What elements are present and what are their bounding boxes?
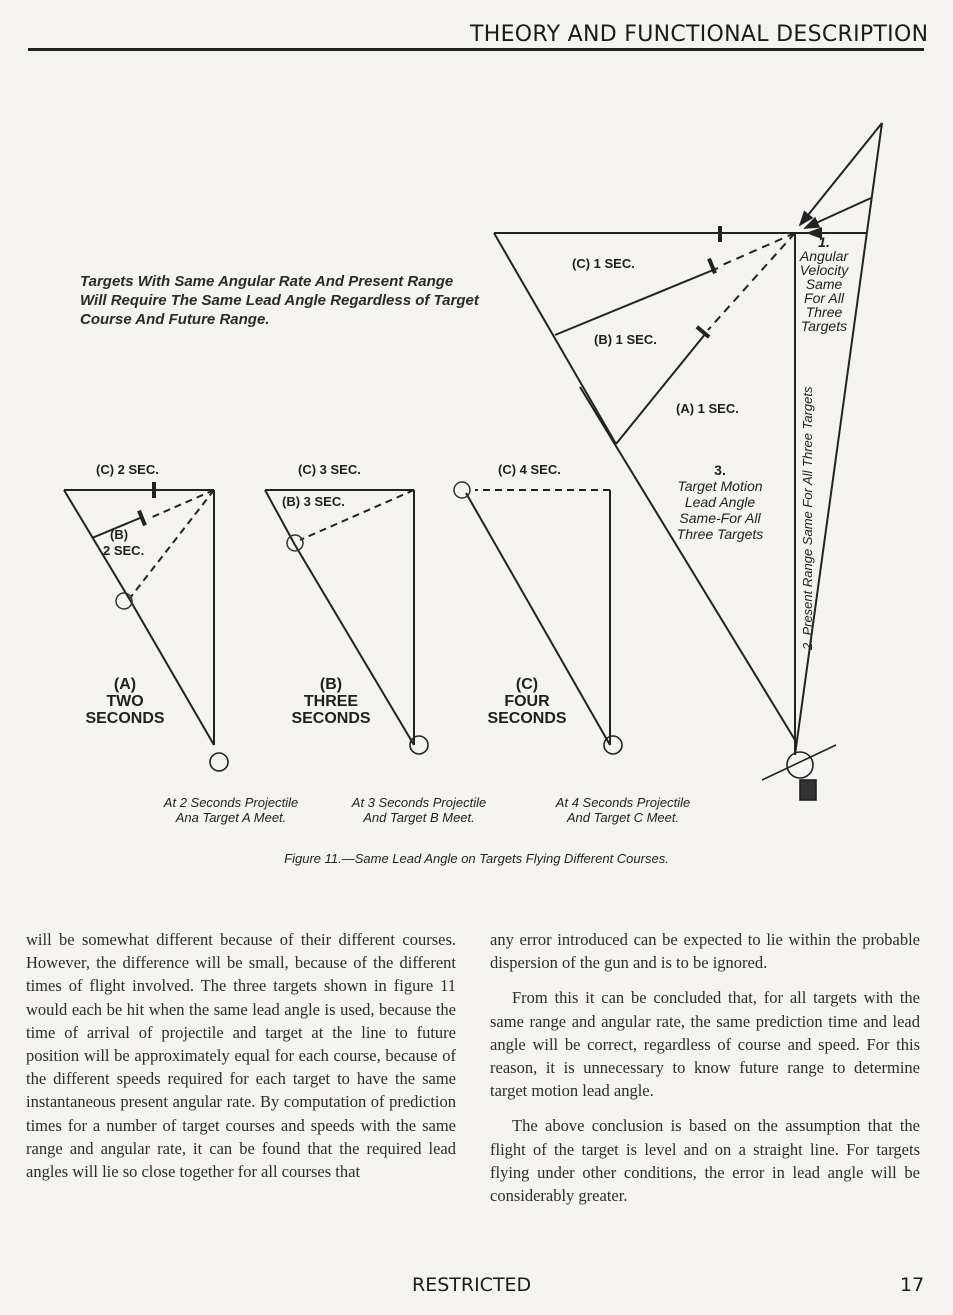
paragraph: The above conclusion is based on the assumption that the flight of the target is level and on a straight line. For targets flying under other conditions, the error in lead angle will be considerably greater.	[490, 1116, 920, 1206]
panel-c-c-label: (C) 4 SEC.	[498, 462, 561, 477]
panel-a-c-label: (C) 2 SEC.	[96, 462, 159, 477]
label-c-1sec: (C) 1 SEC.	[572, 256, 635, 271]
panel-b-meet-text: At 3 Seconds Projectile And Target B Meet.	[351, 795, 487, 825]
panel-b-c-label: (C) 3 SEC.	[298, 462, 361, 477]
body-right-column	[490, 928, 920, 1207]
panel-b-title: (B) THREE SECONDS	[291, 676, 371, 727]
label-b-1sec: (B) 1 SEC.	[594, 332, 657, 347]
paragraph: any error introduced can be expected to lie within the probable dispersion of the gun and is to be ignored.	[490, 930, 920, 973]
panel-a-meet-text: At 2 Seconds Projectile Ana Target A Meet.	[163, 795, 299, 825]
panel-a-b-time: 2 SEC.	[103, 543, 145, 558]
body-left-column	[26, 928, 456, 1183]
classification-marking: RESTRICTED	[412, 1274, 532, 1296]
lead-angle-label: 3. Target Motion Lead Angle Same-For All Three Targets	[676, 462, 764, 542]
panel-c-title: (C) FOUR SECONDS	[487, 676, 567, 727]
paragraph: will be somewhat different because of their different courses. However, the difference will be small, because of the different times of flight involved. The three targets shown in figure 11 would each be hit when the same lead angle is used, because the time of arrival of projectile and target at the line to future position will be approximately equal for each course, because of the different speeds required for each target to have the same instantaneous present angular rate. By computation of prediction times for a number of target courses and speeds with the same range and angular rate, it can be found that the required lead angles will lie so close together for all courses that	[26, 930, 456, 1182]
panel-a-b-label: (B)	[110, 527, 129, 542]
figure-caption: Figure 11.—Same Lead Angle on Targets Flying Different Courses.	[284, 851, 669, 866]
panel-a-title: (A) TWO SECONDS	[85, 676, 165, 727]
paragraph: From this it can be concluded that, for all targets with the same range and angular rate, the same prediction time and lead angle will be correct, regardless of course and speed. For this reason, it is unnecessary to know future range to determine target motion lead angle.	[490, 988, 920, 1101]
page-number: 17	[900, 1274, 925, 1296]
panel-c-meet-text: At 4 Seconds Projectile And Target C Meet.	[555, 795, 691, 825]
present-range-label: 2. Present Range Same For All Three Targets	[800, 386, 815, 650]
figure-note: Targets With Same Angular Rate And Present Range Will Require The Same Lead Angle Regardless of Target Course And Future Range.	[80, 273, 479, 328]
angular-velocity-label: 1. Angular Velocity Same For All Three Targets	[799, 234, 849, 334]
label-a-1sec: (A) 1 SEC.	[676, 401, 739, 416]
section-title: THEORY AND FUNCTIONAL DESCRIPTION	[470, 22, 929, 47]
panel-b-b-label: (B) 3 SEC.	[282, 494, 345, 509]
